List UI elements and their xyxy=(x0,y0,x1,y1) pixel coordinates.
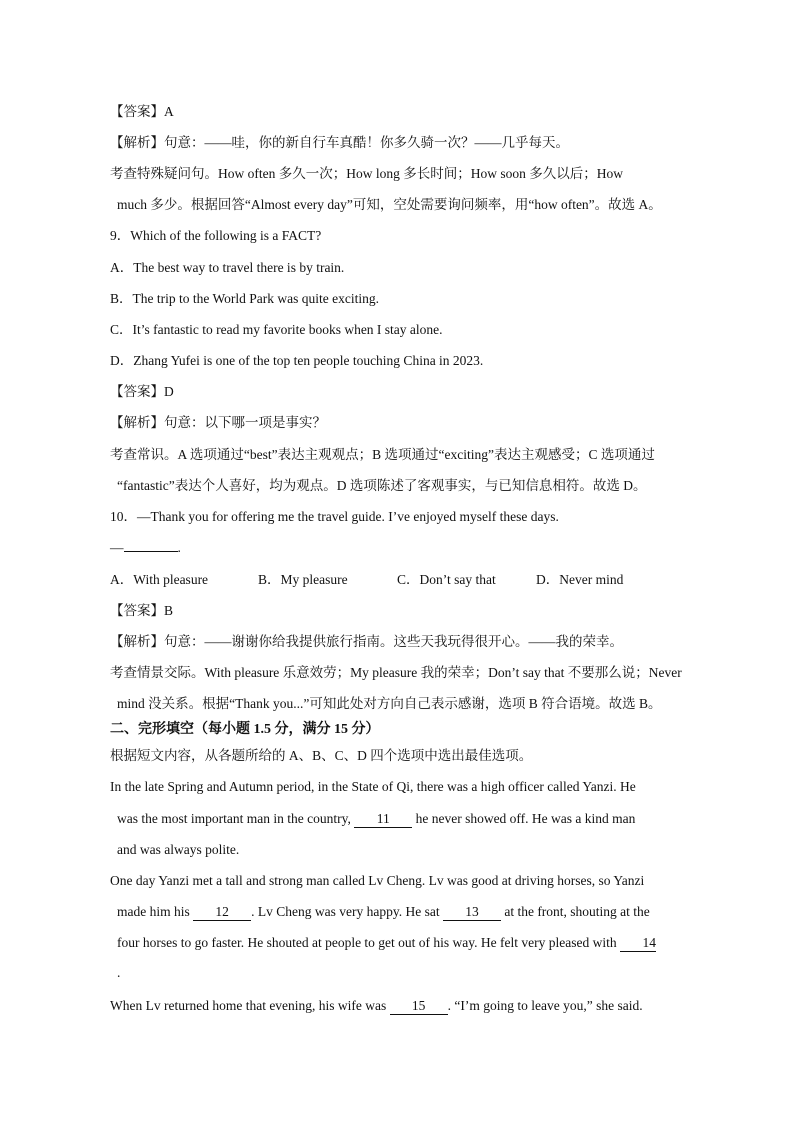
q9-option-a: A．The best way to travel there is by train. xyxy=(110,260,345,275)
q10-stem: 10．—Thank you for offering me the travel guide. I’ve enjoyed myself these days. xyxy=(110,509,559,524)
section2-heading: 二、完形填空（每小题 1.5 分，满分 15 分） xyxy=(110,722,380,737)
blank-13: 13 xyxy=(443,904,501,921)
q10-detail-line2: mind 没关系。根据“Thank you...”可知此处对方向自己表示感谢，选项 B 符合语境。故选 B。 xyxy=(117,696,662,711)
q10-answer: 【答案】B xyxy=(110,603,174,618)
q10-option-d: D．Never mind xyxy=(536,572,624,587)
q9-stem: 9．Which of the following is a FACT? xyxy=(110,228,322,243)
q10-detail-line1: 考查情景交际。With pleasure 乐意效劳；My pleasure 我的荣幸；Don’t say that 不要那么说；Never xyxy=(110,665,682,680)
passage-text: he never showed off. He was a kind man xyxy=(412,811,636,826)
section2-instruction: 根据短文内容，从各题所给的 A、B、C、D 四个选项中选出最佳选项。 xyxy=(110,748,533,763)
passage-p3-line1 xyxy=(110,997,643,1015)
q9-answer: 【答案】D xyxy=(110,384,174,399)
passage-p2-line3 xyxy=(117,934,656,952)
passage-text: When Lv returned home that evening, his wife was xyxy=(110,998,390,1013)
passage-p2-line2 xyxy=(117,903,650,921)
q9-option-b: B．The trip to the World Park was quite exciting. xyxy=(110,291,379,306)
passage-p2-line1: One day Yanzi met a tall and strong man called Lv Cheng. Lv was good at driving horses, so Yanzi xyxy=(110,873,645,888)
q8-analysis: 【解析】句意：——哇，你的新自行车真酷！你多久骑一次？——几乎每天。 xyxy=(110,135,569,150)
q10-option-a: A．With pleasure xyxy=(110,572,209,587)
passage-text: made him his xyxy=(117,904,194,919)
blank-14: 14 xyxy=(620,935,656,952)
passage-p1-line1: In the late Spring and Autumn period, in the State of Qi, there was a high officer called Yanzi. He xyxy=(110,779,636,794)
passage-p1-line3: and was always polite. xyxy=(117,842,240,857)
q10-reply-line: — . xyxy=(110,540,181,555)
q10-analysis: 【解析】句意：——谢谢你给我提供旅行指南。这些天我玩得很开心。——我的荣幸。 xyxy=(110,634,623,649)
passage-p1-line2 xyxy=(117,810,635,828)
passage-text: at the front, shouting at the xyxy=(500,904,650,919)
q8-answer: 【答案】A xyxy=(110,104,174,119)
blank-12: 12 xyxy=(193,904,251,921)
passage-text: four horses to go faster. He shouted at people to get out of his way. He felt very pleased with xyxy=(117,935,620,950)
q9-detail-line2: “fantastic”表达个人喜好，均为观点。D 选项陈述了客观事实，与已知信息相符。故选 D。 xyxy=(117,478,647,493)
q9-detail-line1: 考查常识。A 选项通过“best”表达主观观点；B 选项通过“exciting”表达主观感受；C 选项通过 xyxy=(110,447,655,462)
q9-analysis: 【解析】句意：以下哪一项是事实？ xyxy=(110,415,326,430)
q8-detail-line2: much 多少。根据回答“Almost every day”可知，空处需要询问频率，用“how often”。故选 A。 xyxy=(117,197,662,212)
q10-reply-blank xyxy=(124,551,178,552)
q10-option-b: B．My pleasure xyxy=(258,572,348,587)
q10-option-c: C．Don’t say that xyxy=(397,572,496,587)
q9-option-d: D．Zhang Yufei is one of the top ten people touching China in 2023. xyxy=(110,353,484,368)
blank-15: 15 xyxy=(390,998,448,1015)
q9-option-c: C．It’s fantastic to read my favorite books when I stay alone. xyxy=(110,322,443,337)
q10-reply-prefix: — xyxy=(110,540,124,555)
passage-text: . Lv Cheng was very happy. He sat xyxy=(251,904,443,919)
passage-p2-line4: . xyxy=(117,965,121,980)
passage-text: . “I’m going to leave you,” she said. xyxy=(447,998,643,1013)
passage-text: was the most important man in the country, xyxy=(117,811,355,826)
blank-11: 11 xyxy=(354,811,412,828)
q8-detail-line1: 考查特殊疑问句。How often 多久一次；How long 多长时间；How soon 多久以后；How xyxy=(110,166,623,181)
